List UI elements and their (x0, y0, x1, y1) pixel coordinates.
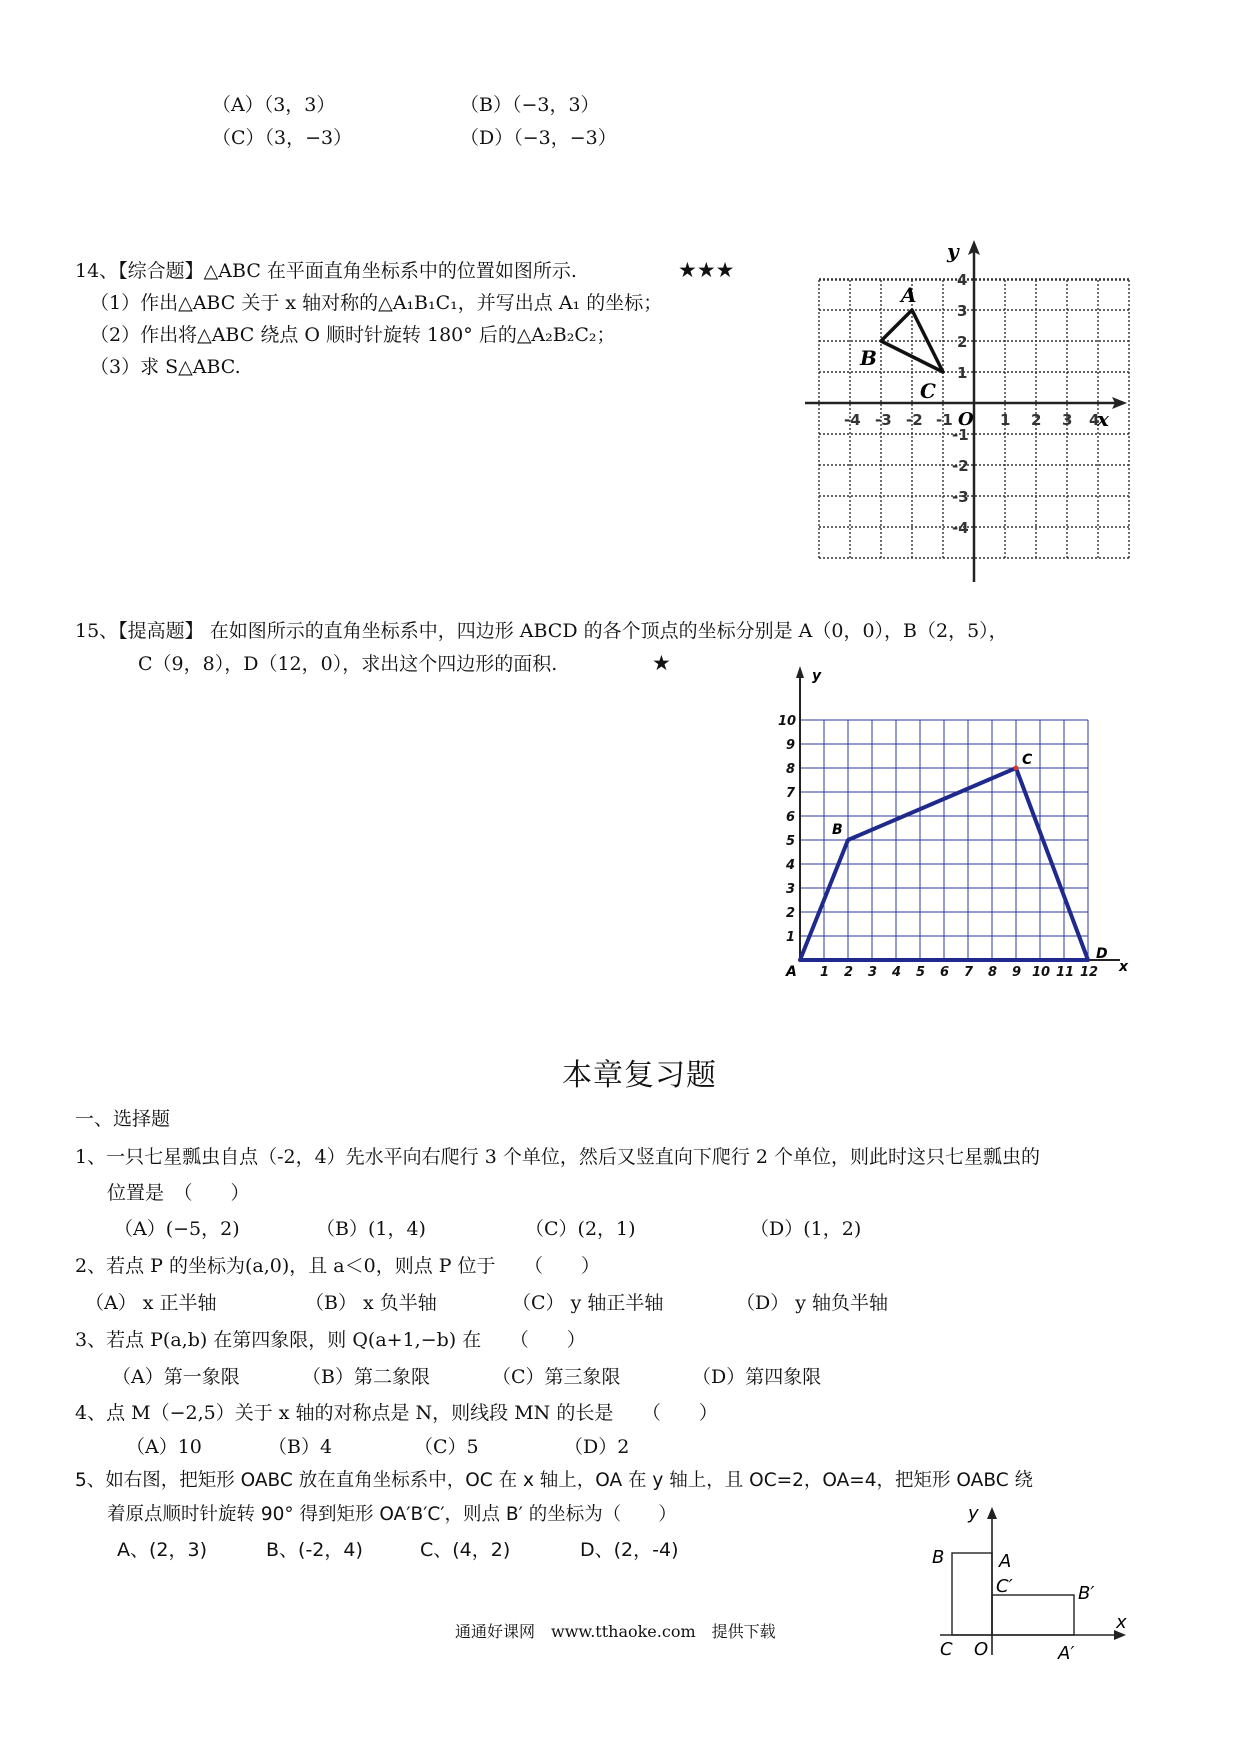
q14-x-label: x (1097, 407, 1109, 431)
q15-x-tick: 6 (940, 965, 950, 980)
q15-y-arrow-icon (796, 666, 804, 678)
review-q3-option-c: （C）第三象限 (492, 1366, 621, 1388)
review-q1-line2: 位置是 （ ） (107, 1182, 250, 1204)
q15-y-tick: 8 (786, 762, 796, 777)
q13-option-b: （B）（−3，3） (460, 94, 600, 116)
q15-x-tick: 3 (868, 965, 878, 980)
review-q5-option-a: A、(2，3) (117, 1539, 207, 1561)
review-q4-option-c: （C）5 (414, 1436, 479, 1458)
q5-c-label: C (940, 1639, 953, 1660)
q14-y-tick: 1 (957, 364, 968, 382)
q5-a-prime-label: A′ (1058, 1643, 1075, 1664)
q15-y-tick: 1 (786, 930, 796, 945)
q5-rectangle-rotated (992, 1595, 1074, 1635)
q13-option-c: （C）（3，−3） (212, 127, 353, 149)
q14-part-1: （1）作出△ABC 关于 x 轴对称的△A₁B₁C₁，并写出点 A₁ 的坐标； (90, 292, 663, 314)
review-q3-stem: 3、若点 P(a,b) 在第四象限，则 Q(a+1,−b) 在 （ ） (75, 1329, 586, 1351)
review-q2-option-c: （C） y 轴正半轴 (512, 1292, 664, 1314)
q5-b-label: B (932, 1547, 945, 1568)
q5-y-label: y (968, 1503, 979, 1524)
q14-x-tick: 1 (1000, 411, 1011, 429)
q5-rotation-figure (920, 1495, 1130, 1665)
q14-origin-label: O (958, 409, 974, 430)
q5-y-arrow-icon (987, 1507, 997, 1519)
section-heading: 一、选择题 (75, 1108, 171, 1130)
review-q5-option-c: C、(4，2) (420, 1539, 511, 1561)
q15-y-tick: 5 (786, 834, 796, 849)
q15-vertex-d-label: D (1096, 946, 1108, 962)
q15-y-tick: 3 (786, 882, 796, 897)
q14-part-3: （3）求 S△ABC. (90, 356, 241, 378)
q5-a-label: A (999, 1551, 1012, 1572)
review-q1-option-c: （C）(2，1) (525, 1218, 636, 1240)
review-q4-option-d: （D）2 (564, 1436, 630, 1458)
q15-vertex-a-label: A (786, 964, 797, 980)
review-q2-stem: 2、若点 P 的坐标为(a,0)，且 a＜0，则点 P 位于 （ ） (75, 1255, 601, 1277)
q13-option-a: （A）（3，3） (212, 94, 336, 116)
q15-stem: 15、【提高题】 在如图所示的直角坐标系中，四边形 ABCD 的各个顶点的坐标分别是 A（0，0），B（2，5）， (75, 620, 1008, 642)
q15-y-tick: 7 (786, 786, 796, 801)
review-q4-stem: 4、点 M（−2,5）关于 x 轴的对称点是 N，则线段 MN 的长是 （ ） (75, 1402, 718, 1424)
q15-vertex-b-label: B (832, 822, 843, 838)
q14-vertex-b-label: B (860, 346, 877, 370)
q13-option-d: （D）（−3，−3） (460, 127, 617, 149)
q14-stem: 14、【综合题】△ABC 在平面直角坐标系中的位置如图所示. (75, 260, 577, 282)
q15-x-tick: 8 (988, 965, 998, 980)
q15-vertex-c-dot (1014, 766, 1019, 771)
page-footer: 通通好课网 www.tthaoke.com 提供下载 (455, 1622, 776, 1641)
q14-x-tick: 4 (1089, 411, 1100, 429)
q14-x-tick: -3 (875, 411, 892, 429)
review-q2-option-a: （A） x 正半轴 (85, 1292, 217, 1314)
q15-x-tick: 5 (916, 965, 926, 980)
q15-stars: ★ (652, 651, 671, 675)
q14-part-2: （2）作出将△ABC 绕点 O 顺时针旋转 180° 后的△A₂B₂C₂； (90, 324, 616, 346)
q15-y-tick: 6 (786, 810, 796, 825)
q14-y-tick: 2 (957, 333, 968, 351)
review-q3-option-a: （A）第一象限 (112, 1366, 240, 1388)
q15-x-tick: 10 (1032, 965, 1051, 980)
q14-y-label: y (947, 240, 959, 263)
review-q1-line1: 1、一只七星瓢虫自点（-2，4）先水平向右爬行 3 个单位，然后又竖直向下爬行 2 个单位，则此时这只七星瓢虫的 (75, 1146, 1041, 1168)
q15-x-tick: 2 (844, 965, 854, 980)
q5-origin-label: O (974, 1639, 989, 1660)
q14-y-tick: -2 (952, 457, 969, 475)
q14-vertex-a-label: A (901, 283, 917, 307)
q15-y-tick: 9 (786, 738, 796, 753)
q14-stars: ★★★ (678, 258, 735, 282)
review-q4-option-a: （A）10 (126, 1436, 202, 1458)
q15-x-tick: 12 (1080, 965, 1099, 980)
review-q3-option-d: （D）第四象限 (692, 1366, 822, 1388)
q15-y-tick: 4 (786, 858, 796, 873)
review-q5-option-d: D、(2，-4) (580, 1539, 679, 1561)
q14-x-tick: 2 (1031, 411, 1042, 429)
q14-y-tick: -1 (952, 426, 969, 444)
review-q1-option-a: （A）(−5，2) (114, 1218, 240, 1240)
q15-coordinate-figure (770, 660, 1140, 990)
q15-y-tick: 10 (778, 714, 797, 729)
q14-x-tick: -4 (844, 411, 861, 429)
review-q5-line2: 着原点顺时针旋转 90° 得到矩形 OA′B′C′，则点 B′ 的坐标为（ ） (107, 1504, 677, 1525)
q14-x-tick: -1 (936, 411, 953, 429)
review-q2-option-d: （D） y 轴负半轴 (736, 1292, 889, 1314)
q14-x-tick: -2 (906, 411, 923, 429)
q14-y-tick: -4 (952, 519, 969, 537)
q5-rectangle-oabc (952, 1553, 992, 1635)
q5-c-prime-label: C′ (996, 1576, 1013, 1597)
q5-x-label: x (1116, 1612, 1127, 1633)
q14-x-tick: 3 (1062, 411, 1073, 429)
q15-x-tick: 1 (820, 965, 830, 980)
q14-vertex-c-label: C (920, 379, 936, 403)
review-q2-option-b: （B） x 负半轴 (305, 1292, 437, 1314)
q14-y-tick: 3 (957, 302, 968, 320)
q15-x-tick: 9 (1012, 965, 1022, 980)
q14-y-tick: -3 (952, 488, 969, 506)
q15-x-tick: 11 (1056, 965, 1075, 980)
q15-vertex-c-label: C (1022, 752, 1033, 768)
review-q1-option-d: （D）(1，2) (750, 1218, 862, 1240)
q15-stem-line2: C（9，8），D（12，0），求出这个四边形的面积. (138, 653, 558, 675)
q15-y-label: y (812, 668, 822, 684)
q14-coordinate-figure (805, 240, 1135, 590)
review-title: 本章复习题 (562, 1058, 717, 1093)
q15-x-tick: 7 (964, 965, 974, 980)
q14-y-tick: 4 (957, 271, 968, 289)
review-q4-option-b: （B）4 (268, 1436, 333, 1458)
q15-x-label: x (1119, 959, 1129, 975)
review-q5-line1: 5、如右图，把矩形 OABC 放在直角坐标系中，OC 在 x 轴上，OA 在 y 轴上，且 OC=2，OA=4，把矩形 OABC 绕 (75, 1470, 1033, 1491)
review-q3-option-b: （B）第二象限 (302, 1366, 430, 1388)
q15-y-tick: 2 (786, 906, 796, 921)
q5-b-prime-label: B′ (1078, 1583, 1095, 1604)
q15-x-tick: 4 (892, 965, 902, 980)
review-q1-option-b: （B）(1，4) (316, 1218, 426, 1240)
review-q5-option-b: B、(-2，4) (266, 1539, 363, 1561)
